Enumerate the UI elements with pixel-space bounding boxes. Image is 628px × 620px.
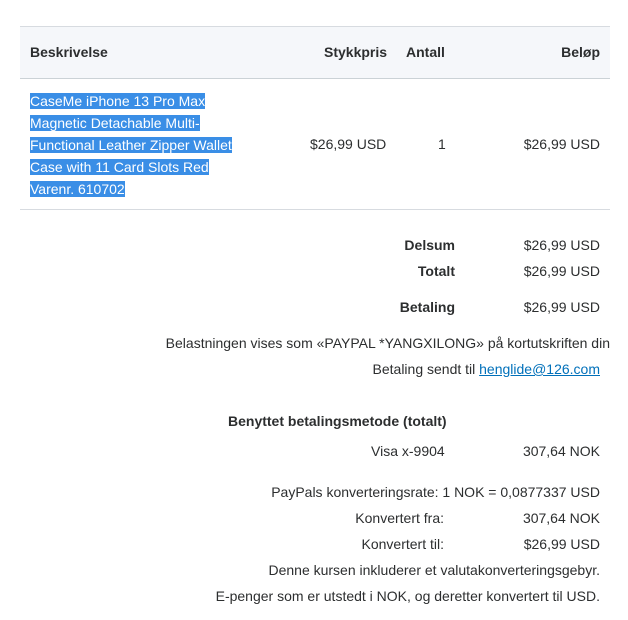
fee-note: Denne kursen inkluderer et valutakonverteringsgebyr.: [268, 562, 600, 578]
item-description[interactable]: [30, 90, 250, 200]
total-value: $26,99 USD: [523, 263, 600, 279]
emoney-note: E-penger som er utstedt i NOK, og deretter konvertert til USD.: [215, 588, 600, 604]
subtotal-label: Delsum: [404, 237, 455, 253]
item-amount: $26,99 USD: [523, 136, 600, 152]
sent-to-line: [373, 361, 600, 377]
item-quantity: 1: [438, 136, 446, 152]
conversion-rate: PayPals konverteringsrate: 1 NOK = 0,0877337 USD: [271, 484, 600, 500]
item-number: Varenr. 610702: [30, 181, 125, 197]
subtotal-value: $26,99 USD: [523, 237, 600, 253]
header-unit-price: Stykkpris: [324, 44, 388, 60]
converted-from-label: Konvertert fra:: [355, 510, 444, 526]
table-row: [20, 79, 610, 210]
statement-note: Belastningen vises som «PAYPAL *YANGXILONG» på kortutskriften din: [165, 335, 610, 351]
item-description-line: Case with 11 Card Slots Red: [30, 159, 209, 175]
header-amount: Beløp: [561, 44, 600, 60]
item-description-line: CaseMe iPhone 13 Pro Max: [30, 93, 206, 109]
table-header: [20, 27, 610, 79]
payment-label: Betaling: [399, 299, 455, 315]
converted-from-value: 307,64 NOK: [522, 510, 600, 526]
header-quantity: Antall: [406, 44, 445, 60]
sent-to-prefix: Betaling sendt til: [372, 361, 480, 377]
item-description-line: Magnetic Detachable Multi-: [30, 115, 200, 131]
payment-method-title: Benyttet betalingsmetode (totalt): [228, 413, 447, 429]
total-label: Totalt: [417, 263, 455, 279]
converted-to-value: $26,99 USD: [523, 536, 600, 552]
item-unit-price: $26,99 USD: [310, 136, 387, 152]
converted-to-label: Konvertert til:: [361, 536, 444, 552]
recipient-email-link[interactable]: henglide@126.com: [479, 361, 600, 377]
header-description: Beskrivelse: [30, 44, 108, 60]
card-amount: 307,64 NOK: [522, 443, 600, 459]
card-label: Visa x-9904: [371, 443, 445, 459]
item-description-line: Functional Leather Zipper Wallet: [30, 137, 232, 153]
payment-value: $26,99 USD: [523, 299, 600, 315]
